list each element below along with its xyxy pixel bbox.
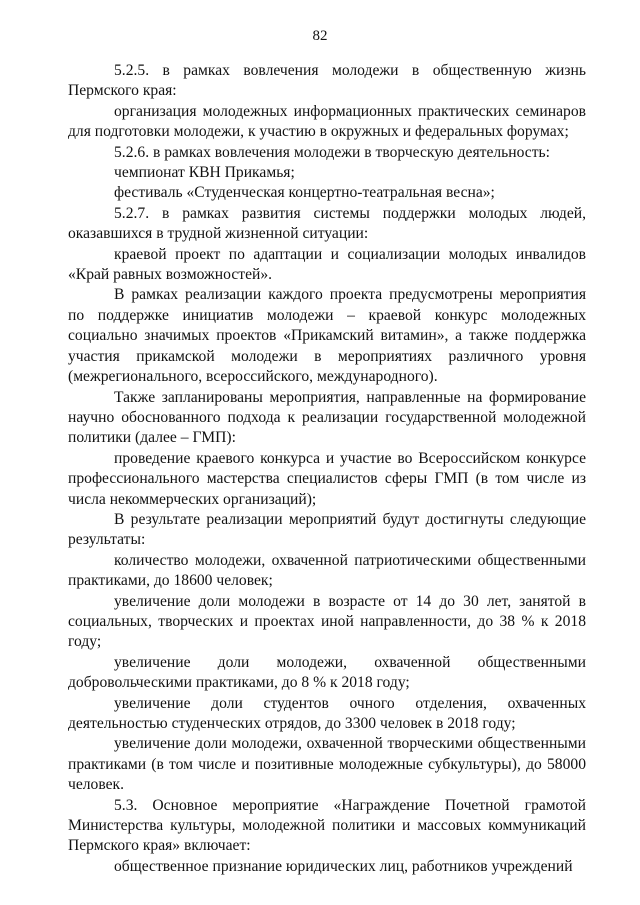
paragraph-result-youth-share: увеличение доли молодежи в возрасте от 14 до 30 лет, занятой в социальных, творческих и проектах иной направленности, до 38 % к 2018 году; [68,592,586,651]
paragraph-5-3-heading: 5.3. Основное мероприятие «Награждение Почетной грамотой Министерства культуры, молодежной политики и массовых коммуникаций Пермского края» включает: [68,796,586,855]
paragraph-5-2-6-heading: 5.2.6. в рамках вовлечения молодежи в творческую деятельность: [114,143,550,161]
paragraph-contest: проведение краевого конкурса и участие во Всероссийском конкурсе профессионального мастерства специалистов сферы ГМП (в том числе из числа некоммерческих организаций); [68,449,586,508]
paragraph-5-2-7-heading: 5.2.7. в рамках развития системы поддержки молодых людей, оказавшихся в трудной жизненной ситуации: [68,204,586,243]
paragraph-5-2-5-heading: 5.2.5. в рамках вовлечения молодежи в общественную жизнь Пермского края: [68,62,586,100]
paragraph-result-student-teams: увеличение доли студентов очного отделения, охваченных деятельностью студенческих отрядов, до 3300 человек в 2018 году; [68,694,586,732]
paragraph-public-recognition: общественное признание юридических лиц, работников учреждений [114,857,573,875]
paragraph-result-creative: увеличение доли молодежи, охваченной творческими общественными практиками (в том числе и позитивные молодежные субкультуры), до 58000 человек. [68,735,586,794]
paragraph-disabled-youth-project: краевой проект по адаптации и социализации молодых инвалидов «Край равных возможностей». [68,245,586,284]
document-body [68,61,586,877]
paragraph-youth-initiatives: В рамках реализации каждого проекта предусмотрены мероприятия по поддержке инициатив молодежи – краевой конкурс молодежных социально значимых проектов «Прикамский витамин», а также поддержка участия прикамской молодежи в мероприятиях различного уровня (межрегионального, всероссийского, международного). [68,286,586,386]
paragraph-seminars: организация молодежных информационных практических семинаров для подготовки молодежи, к участию в окружных и федеральных форумах; [68,102,586,141]
paragraph-result-volunteer: увеличение доли молодежи, охваченной общественными добровольческими практиками, до 8 % к 2018 году; [68,653,586,692]
paragraph-festival: фестиваль «Студенческая концертно-театральная весна»; [114,184,495,202]
paragraph-result-patriotic: количество молодежи, охваченной патриотическими общественными практиками, до 18600 человек; [68,551,586,590]
paragraph-kvn: чемпионат КВН Прикамья; [114,164,295,182]
paragraph-results-intro: В результате реализации мероприятий будут достигнуты следующие результаты: [68,510,586,549]
page-number: 82 [312,28,328,44]
paragraph-scientific-approach: Также запланированы мероприятия, направленные на формирование научно обоснованного подхода к реализации государственной молодежной политики (далее – ГМП): [68,388,586,447]
